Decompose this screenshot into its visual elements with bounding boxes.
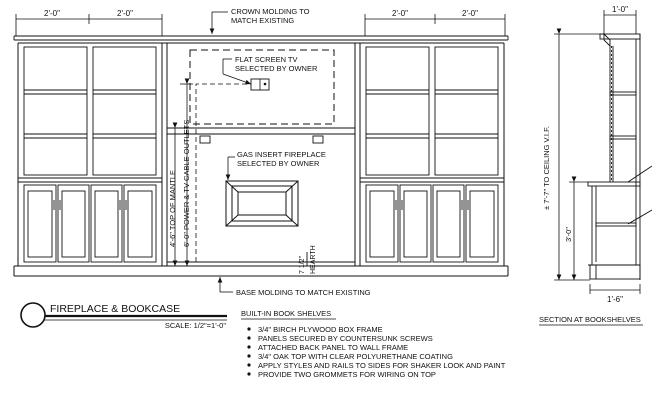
right-bookcase-upper [366,47,498,175]
note-item: APPLY STYLES AND RAILS TO SIDES FOR SHAKER LOOK AND PAINT [258,361,506,370]
crown-molding [14,36,508,43]
section-height-dimension: 3'-0" [564,227,573,242]
dim-right-b: 2'-0" [462,9,478,18]
note-item: ATTACHED BACK PANEL TO WALL FRAME [258,343,409,352]
section-title: SECTION AT BOOKSHELVES [539,315,641,324]
gas-callout-leader [228,157,235,180]
mantle-dimension: 4'-6" TOP OF MANTLE [168,169,177,247]
note-item: 3/4" BIRCH PLYWOOD BOX FRAME [258,325,383,334]
bullet-icon [247,354,250,357]
section-top-dimension: 1'-0" [612,5,628,14]
hearth [167,252,355,266]
bullet-icon [247,327,250,330]
right-bookcase-doors [366,185,498,262]
note-item: 3/4" OAK TOP WITH CLEAR POLYURETHANE COATING [258,352,453,361]
fireplace-insert [226,181,298,226]
gas-callout-2: SELECTED BY OWNER [237,159,320,168]
bullet-icon [247,345,250,348]
dim-right-a: 2'-0" [392,9,408,18]
section-height-dims [554,34,604,280]
drawing-title: FIREPLACE & BOOKCASE [50,303,181,315]
bullet-icon [247,363,250,366]
section-bottom-dimension: 1'-6" [607,295,623,304]
outlets-dimension: 6'-0" POWER & TV CABLE OUTLETS [182,119,191,247]
hearth-label: HEARTH [310,245,317,274]
left-bookcase-upper [24,47,156,175]
section-bottom-dim [590,284,640,294]
bullet-icon [247,336,250,339]
tv-callout-1: FLAT SCREEN TV [235,55,298,64]
crown-callout-1: CROWN MOLDING TO [231,7,310,16]
mantle-brackets [200,136,323,143]
crown-callout-2: MATCH EXISTING [231,16,295,25]
base-callout: BASE MOLDING TO MATCH EXISTING [236,288,371,297]
dim-left-a: 2'-0" [44,9,60,18]
outlet-dashed-line [196,84,251,262]
bullet-icon [247,372,250,375]
left-bookcase-doors [24,185,156,262]
hearth-dimension: 7 1/2" [299,255,306,274]
dim-left-b: 2'-0" [117,9,133,18]
crown-callout-leader [212,12,228,34]
ceiling-dimension: ± 7'-7" TO CEILING V.I.F. [542,126,551,210]
note-item: PROVIDE TWO GROMMETS FOR WIRING ON TOP [258,370,436,379]
section-drawing [588,34,652,280]
drawing-scale: SCALE: 1/2"=1'-0" [164,321,226,330]
tv-callout-2: SELECTED BY OWNER [235,64,318,73]
note-item: PANELS SECURED BY COUNTERSUNK SCREWS [258,334,433,343]
gas-callout-1: GAS INSERT FIREPLACE [237,150,326,159]
notes-heading: BUILT-IN BOOK SHELVES [241,309,332,318]
notes-list [247,325,505,379]
base-callout-leader [220,277,233,292]
